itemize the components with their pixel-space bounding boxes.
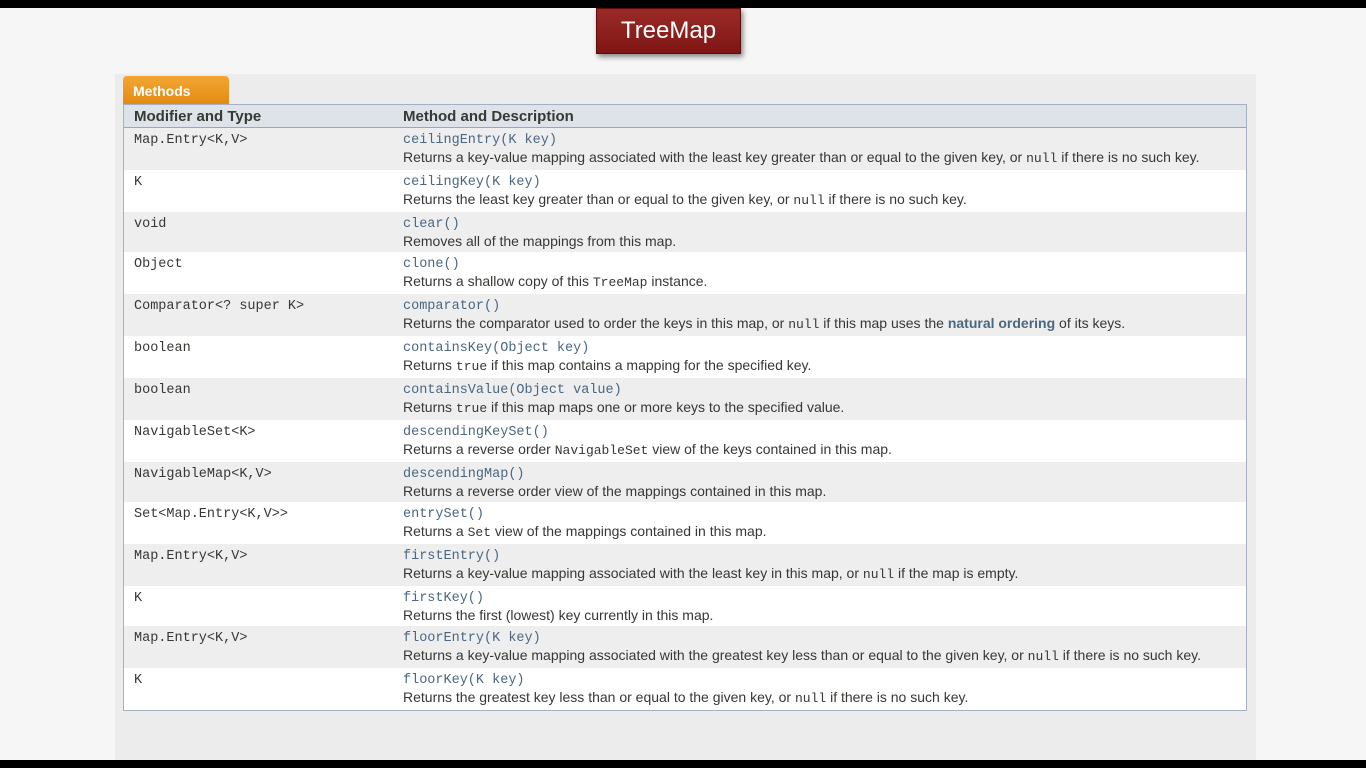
- modifier-type: void: [134, 217, 167, 232]
- methods-table: [123, 104, 1247, 711]
- description-text: if there is no such key.: [1058, 647, 1201, 663]
- modifier-type: Object: [134, 257, 183, 272]
- table-row: [124, 544, 1246, 586]
- method-signature[interactable]: firstEntry(): [403, 549, 501, 564]
- table-row: [124, 252, 1246, 294]
- methods-tab[interactable]: Methods: [123, 76, 229, 104]
- inline-code: null: [1027, 649, 1059, 664]
- slide-title: TreeMap: [596, 8, 741, 54]
- method-description: [403, 441, 1240, 459]
- table-row: [124, 462, 1246, 502]
- table-row: [124, 420, 1246, 462]
- method-description: [403, 565, 1240, 583]
- methods-panel: [115, 74, 1256, 760]
- inline-code: null: [862, 567, 895, 582]
- table-row: [124, 668, 1246, 710]
- description-text: Returns a shallow copy of this: [403, 273, 593, 289]
- description-text: if this map maps one or more keys to the specified value.: [487, 399, 845, 415]
- method-signature[interactable]: floorKey(K key): [403, 673, 525, 688]
- table-row: [124, 502, 1246, 544]
- method-signature[interactable]: ceilingKey(K key): [403, 175, 541, 190]
- modifier-type: boolean: [134, 341, 191, 356]
- description-text: if the map is empty.: [894, 565, 1019, 581]
- method-signature[interactable]: entrySet(): [403, 507, 485, 522]
- inline-code: null: [794, 691, 827, 706]
- description-text: Returns a key-value mapping associated with the least key in this map, or: [403, 565, 863, 581]
- modifier-type: NavigableMap<K,V>: [134, 467, 272, 482]
- description-text: Returns the greatest key less than or equal to the given key, or: [403, 689, 795, 705]
- method-signature[interactable]: descendingKeySet(): [403, 425, 549, 440]
- method-signature[interactable]: comparator(): [403, 299, 501, 314]
- method-signature[interactable]: firstKey(): [403, 591, 485, 606]
- method-description: [403, 399, 1240, 417]
- description-text: Returns a reverse order view of the mappings contained in this map.: [403, 483, 827, 499]
- method-description: [403, 191, 1240, 209]
- method-description: [403, 523, 1240, 541]
- description-text: if there is no such key.: [824, 191, 967, 207]
- description-text: if this map uses the: [819, 315, 948, 331]
- method-signature[interactable]: clone(): [403, 257, 460, 272]
- inline-code: TreeMap: [592, 275, 648, 290]
- description-text: Returns a reverse order: [403, 441, 555, 457]
- description-text: Returns the least key greater than or equal to the given key, or: [403, 191, 794, 207]
- natural-ordering-link[interactable]: natural ordering: [947, 315, 1056, 331]
- modifier-type: Map.Entry<K,V>: [134, 631, 248, 646]
- inline-code: true: [455, 359, 488, 374]
- description-text: of its keys.: [1055, 315, 1126, 331]
- description-text: Returns a: [403, 523, 468, 539]
- description-text: if there is no such key.: [826, 689, 969, 705]
- method-signature[interactable]: floorEntry(K key): [403, 631, 541, 646]
- method-description: [403, 357, 1240, 375]
- modifier-type: Map.Entry<K,V>: [134, 549, 248, 564]
- table-row: [124, 170, 1246, 212]
- description-text: view of the mappings contained in this map.: [491, 523, 767, 539]
- modifier-type: Set<Map.Entry<K,V>>: [134, 507, 288, 522]
- modifier-type: NavigableSet<K>: [134, 425, 256, 440]
- description-text: Returns: [403, 357, 456, 373]
- method-description: [403, 273, 1240, 291]
- table-row: [124, 294, 1246, 336]
- description-text: Returns the comparator used to order the keys in this map, or: [403, 315, 789, 331]
- table-row: [124, 378, 1246, 420]
- method-description: [403, 315, 1240, 333]
- table-row: [124, 586, 1246, 626]
- description-text: Returns a key-value mapping associated with the greatest key less than or equal to the given key, or: [403, 647, 1028, 663]
- method-signature[interactable]: containsValue(Object value): [403, 383, 622, 398]
- description-text: Returns a key-value mapping associated with the least key greater than or equal to the given key, or: [403, 149, 1027, 165]
- method-signature[interactable]: descendingMap(): [403, 467, 525, 482]
- modifier-type: K: [134, 591, 143, 606]
- description-text: Returns: [403, 399, 456, 415]
- inline-code: NavigableSet: [554, 443, 649, 458]
- slide: [0, 8, 1366, 760]
- table-header: [124, 105, 1246, 128]
- method-description: [403, 689, 1240, 707]
- description-text: view of the keys contained in this map.: [648, 441, 892, 457]
- table-row: [124, 336, 1246, 378]
- method-signature[interactable]: ceilingEntry(K key): [403, 133, 557, 148]
- modifier-type: boolean: [134, 383, 191, 398]
- method-description: [403, 149, 1240, 167]
- description-text: instance.: [647, 273, 708, 289]
- method-description: [403, 607, 1240, 623]
- description-text: Removes all of the mappings from this map.: [403, 233, 677, 249]
- method-signature[interactable]: containsKey(Object key): [403, 341, 590, 356]
- modifier-type: K: [134, 673, 143, 688]
- description-text: if this map contains a mapping for the specified key.: [487, 357, 812, 373]
- header-method-description: Method and Description: [403, 107, 574, 125]
- modifier-type: Map.Entry<K,V>: [134, 133, 248, 148]
- table-row: [124, 128, 1246, 170]
- header-modifier-type: Modifier and Type: [134, 107, 262, 125]
- modifier-type: Comparator<? super K>: [134, 299, 305, 314]
- inline-code: null: [788, 317, 820, 332]
- description-text: Returns the first (lowest) key currently in this map.: [403, 607, 714, 623]
- method-description: [403, 483, 1240, 499]
- inline-code: true: [455, 401, 488, 416]
- method-description: [403, 647, 1240, 665]
- inline-code: null: [1026, 151, 1058, 166]
- method-description: [403, 233, 1240, 249]
- inline-code: null: [793, 193, 825, 208]
- inline-code: Set: [467, 525, 491, 540]
- table-row: [124, 626, 1246, 668]
- table-row: [124, 212, 1246, 252]
- modifier-type: K: [134, 175, 143, 190]
- description-text: if there is no such key.: [1057, 149, 1200, 165]
- method-signature[interactable]: clear(): [403, 217, 460, 232]
